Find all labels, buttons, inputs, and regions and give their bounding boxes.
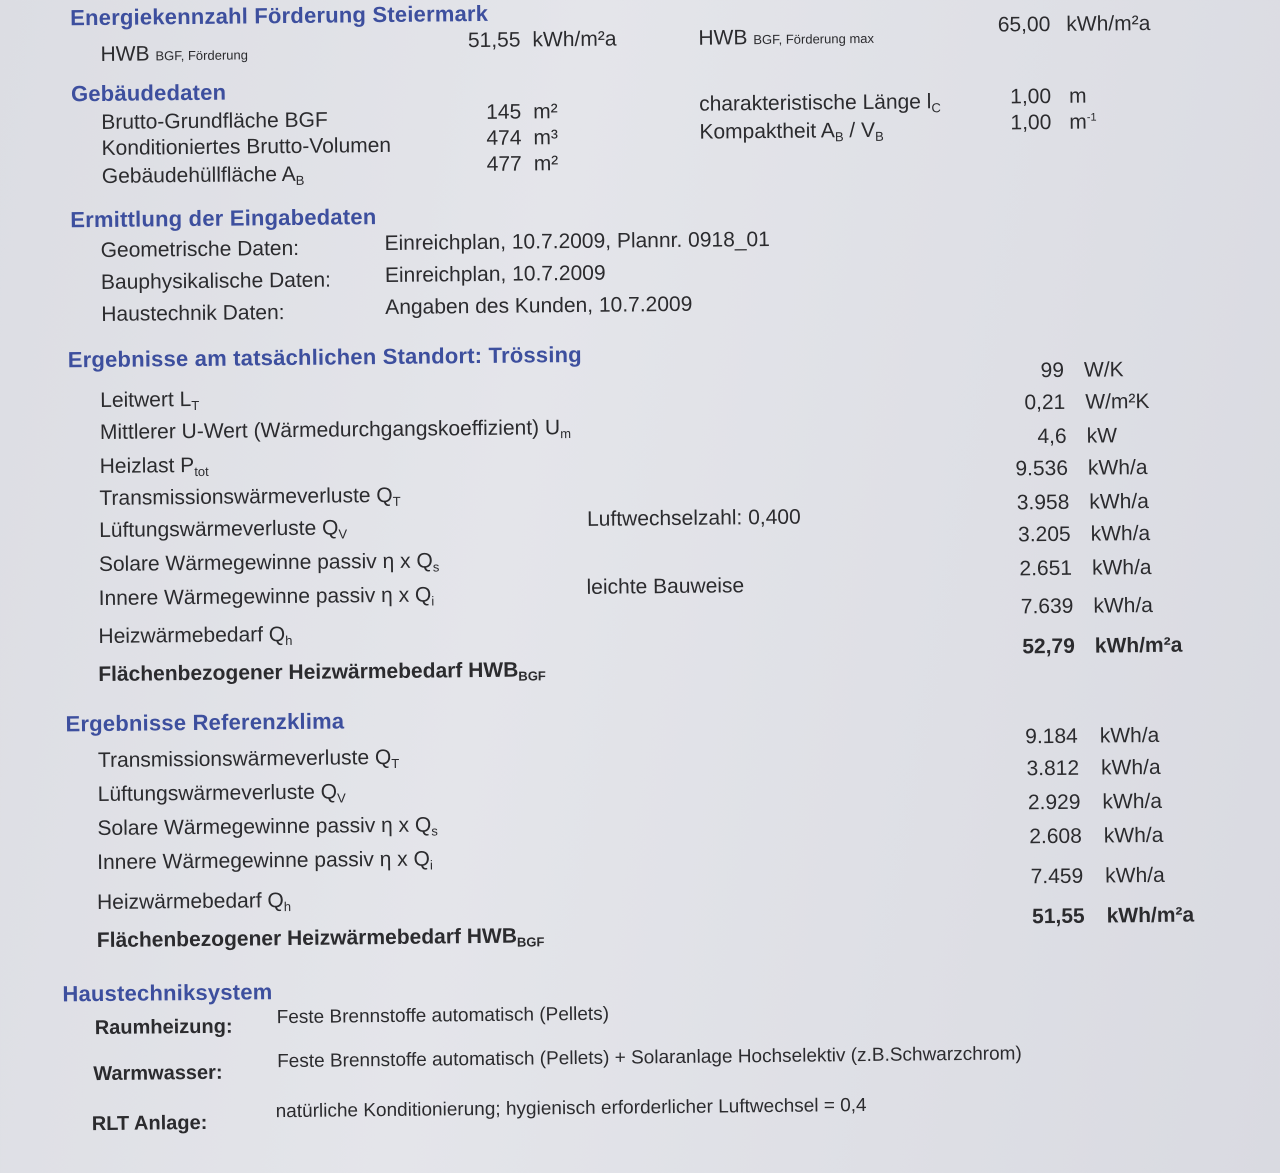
referenz-row-value: 3.812 <box>1026 756 1080 781</box>
standort-row-label: Heizwärmebedarf $Q_h$ <box>98 623 293 649</box>
hwb-foerderung-max-label: HWB BGF, Förderung max <box>698 26 875 50</box>
gebaeude-row-bgf-label: Brutto-Grundfläche BGF <box>101 108 328 134</box>
standort-row-unit: kWh/a <box>1093 593 1154 618</box>
hwb-foerderung-unit: kWh/m²a <box>532 27 617 52</box>
eingabe-row-bauphysik-value: Einreichplan, 10.7.2009 <box>384 261 606 287</box>
standort-row-value: 52,79 <box>1022 634 1075 659</box>
standort-row-label: Innere Wärmegewinne passiv η x $Q_i$ <box>98 583 435 610</box>
standort-row-label: Solare Wärmegewinne passiv η x $Q_s$ <box>98 549 440 576</box>
standort-row-label: Mittlerer U-Wert (Wärmedurchgangskoeffizient) $U_m$ <box>99 416 572 444</box>
referenz-row-unit: kWh/a <box>1102 789 1163 814</box>
standort-row-value: 2.651 <box>1019 556 1073 581</box>
haustechnik-raumheizung-label: Raumheizung: <box>94 1015 233 1040</box>
referenz-row-unit: kWh/m²a <box>1106 903 1195 928</box>
standort-row-unit: kW <box>1086 424 1118 448</box>
gebaeude-right-kompakt-unit: $m^{-1}$ <box>1069 110 1097 134</box>
gebaeude-right-laenge-label: charakteristische Länge $l_C$ <box>699 90 941 116</box>
standort-row-unit: kWh/a <box>1091 555 1152 580</box>
standort-row-label: Flächenbezogener Heizwärmebedarf $HWB_{BGF}$ <box>98 658 546 687</box>
gebaeude-row-volumen-value: 474 <box>486 126 522 150</box>
standort-row-unit: kWh/a <box>1087 456 1148 480</box>
heading-gebaeude: Gebäudedaten <box>70 79 227 107</box>
standort-row-value: 9.536 <box>1015 456 1069 481</box>
referenz-row-unit: kWh/a <box>1105 863 1165 888</box>
heading-standort: Ergebnisse am tatsächlichen Standort: Trössing <box>67 341 582 373</box>
gebaeude-right-kompakt-label: Kompaktheit $A_B / V_B$ <box>699 118 884 145</box>
standort-row-value: 0,21 <box>1024 390 1066 415</box>
standort-row-value: 99 <box>1040 358 1065 383</box>
referenz-row-label: Solare Wärmegewinne passiv η x $Q_s$ <box>97 813 438 841</box>
gebaeude-row-huelle-unit: m² <box>533 152 559 176</box>
standort-row-value: 3.205 <box>1017 522 1071 547</box>
referenz-row-value: 9.184 <box>1025 724 1078 749</box>
gebaeude-row-huelle-value: 477 <box>486 152 522 176</box>
standort-row-label: Leitwert $L_T$ <box>100 388 200 414</box>
referenz-row-label: Innere Wärmegewinne passiv η x $Q_i$ <box>97 847 433 875</box>
hwb-foerderung-value: 51,55 <box>467 28 521 53</box>
referenz-row-value: 51,55 <box>1031 904 1085 929</box>
hwb-foerderung-max-unit: kWh/m²a <box>1066 11 1151 36</box>
standort-row-label: Transmissionswärmeverluste $Q_T$ <box>99 483 401 510</box>
referenz-row-value: 7.459 <box>1030 864 1084 889</box>
standort-row-note: Luftwechselzahl: 0,400 <box>586 505 801 531</box>
heading-foerderung: Energiekennzahl Förderung Steiermark <box>70 0 489 31</box>
gebaeude-row-volumen-label: Konditioniertes Brutto-Volumen <box>101 133 392 160</box>
standort-row-unit: kWh/a <box>1090 521 1151 546</box>
hwb-foerderung-label: HWB BGF, Förderung <box>100 42 249 66</box>
referenz-row-value: 2.929 <box>1027 790 1081 815</box>
standort-row-label: Heizlast $P_{tot}$ <box>99 453 209 479</box>
eingabe-row-haustechnik-label: Haustechnik Daten: <box>101 301 285 326</box>
referenz-row-unit: kWh/a <box>1100 755 1161 780</box>
referenz-row-unit: kWh/a <box>1099 723 1160 748</box>
heading-referenz: Ergebnisse Referenzklima <box>65 708 345 737</box>
gebaeude-right-laenge-value: 1,00 <box>1010 84 1052 109</box>
standort-row-value: 4,6 <box>1037 424 1067 449</box>
heading-haustechnik: Haustechniksystem <box>62 979 273 1007</box>
gebaeude-row-volumen-unit: m³ <box>533 126 559 150</box>
eingabe-row-bauphysik-label: Bauphysikalische Daten: <box>100 268 332 294</box>
eingabe-row-haustechnik-value: Angaben des Kunden, 10.7.2009 <box>385 292 693 319</box>
gebaeude-row-bgf-value: 145 <box>486 100 522 124</box>
heading-eingabe: Ermittlung der Eingabedaten <box>70 204 377 233</box>
standort-row-unit: kWh/m²a <box>1094 633 1183 658</box>
standort-row-unit: kWh/a <box>1089 489 1149 514</box>
gebaeude-right-kompakt-value: 1,00 <box>1010 110 1052 135</box>
haustechnik-rlt-value: natürliche Konditionierung; hygienisch erforderlicher Luftwechsel = 0,4 <box>275 1094 867 1123</box>
standort-row-value: 3.958 <box>1016 490 1070 515</box>
hwb-foerderung-max-value: 65,00 <box>997 13 1051 37</box>
eingabe-row-geometrie-label: Geometrische Daten: <box>100 236 300 262</box>
haustechnik-raumheizung-value: Feste Brennstoffe automatisch (Pellets) <box>276 1003 610 1029</box>
referenz-row-label: Heizwärmebedarf $Q_h$ <box>96 889 292 915</box>
gebaeude-row-bgf-unit: m² <box>533 100 558 124</box>
haustechnik-rlt-label: RLT Anlage: <box>91 1111 208 1136</box>
standort-row-note: leichte Bauweise <box>586 574 745 599</box>
standort-row-unit: W/K <box>1083 358 1124 382</box>
referenz-row-label: Transmissionswärmeverluste $Q_T$ <box>97 745 400 773</box>
haustechnik-warmwasser-value: Feste Brennstoffe automatisch (Pellets) + Solaranlage Hochselektiv (z.B.Schwarzchrom) <box>277 1043 1022 1073</box>
referenz-row-label: Lüftungswärmeverluste $Q_V$ <box>97 780 346 807</box>
standort-row-value: 7.639 <box>1020 594 1074 619</box>
gebaeude-right-laenge-unit: m <box>1068 84 1087 108</box>
referenz-row-value: 2.608 <box>1029 824 1082 849</box>
eingabe-row-geometrie-value: Einreichplan, 10.7.2009, Plannr. 0918_01 <box>384 227 770 255</box>
referenz-row-unit: kWh/a <box>1103 823 1164 848</box>
haustechnik-warmwasser-label: Warmwasser: <box>93 1061 223 1086</box>
referenz-row-label: Flächenbezogener Heizwärmebedarf $HWB_{BGF}$ <box>96 924 545 953</box>
gebaeude-row-huelle-label: Gebäudehüllfläche $A_B$ <box>101 162 305 188</box>
standort-row-label: Lüftungswärmeverluste $Q_V$ <box>99 516 348 542</box>
standort-row-unit: W/m²K <box>1085 389 1150 414</box>
